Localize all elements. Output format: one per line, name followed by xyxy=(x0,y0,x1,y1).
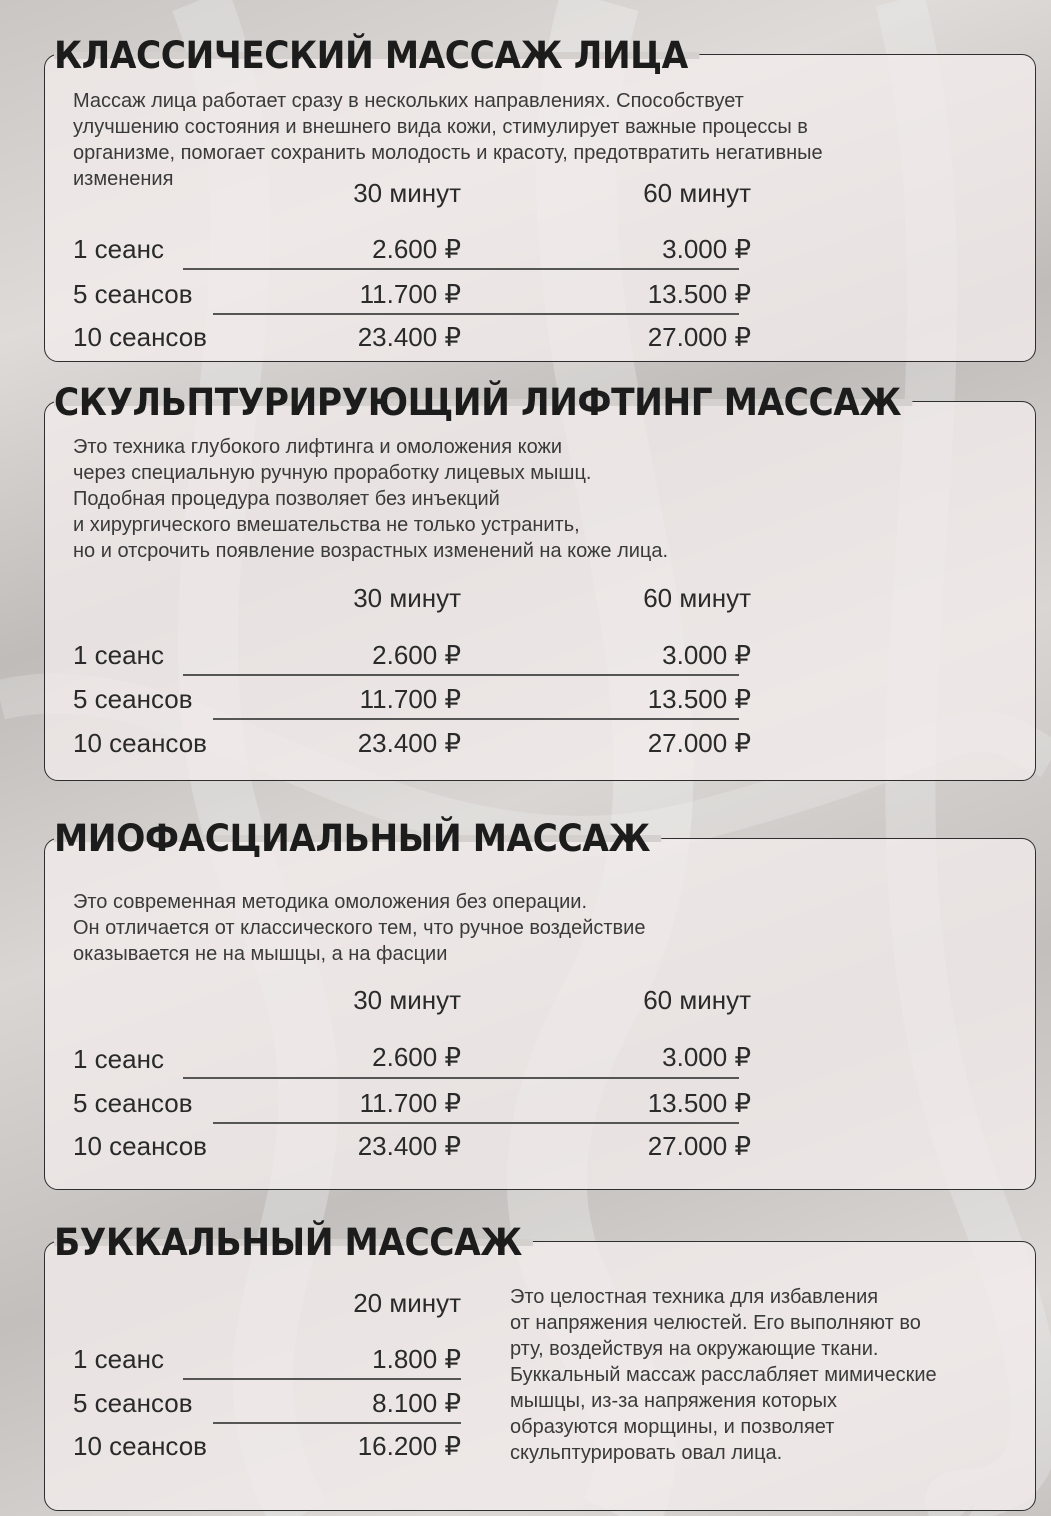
section-myofascial-row-divider xyxy=(183,1077,739,1079)
section-buccal-desc-line: Буккальный массаж расслабляет мимические xyxy=(510,1364,937,1386)
section-buccal-desc-line: мышцы, из-за напряжения которых xyxy=(510,1390,838,1412)
section-lifting-col-60: 60 минут xyxy=(643,583,751,613)
section-lifting-price: 3.000 ₽ xyxy=(662,640,751,670)
section-lifting-price: 27.000 ₽ xyxy=(647,728,751,758)
section-classic-desc-line: Массаж лица работает сразу в нескольких направлениях. Способствует xyxy=(73,90,744,112)
section-buccal-col-20: 20 минут xyxy=(353,1288,461,1318)
section-lifting-row-label: 10 сеансов xyxy=(73,728,207,758)
section-buccal-row-label: 10 сеансов xyxy=(73,1431,207,1461)
section-lifting-row-label: 5 сеансов xyxy=(73,684,193,714)
section-buccal-price: 8.100 ₽ xyxy=(372,1388,461,1418)
section-lifting-desc-line: и хирургического вмешательства не только устранить, xyxy=(73,514,580,536)
section-lifting-desc-line: но и отсрочить появление возрастных изменений на коже лица. xyxy=(73,540,669,562)
section-buccal-desc-line: от напряжения челюстей. Его выполняют во xyxy=(510,1312,921,1334)
section-classic-row-label: 1 сеанс xyxy=(73,234,164,264)
section-classic-col-30: 30 минут xyxy=(353,178,461,208)
section-classic-price: 2.600 ₽ xyxy=(372,234,461,264)
section-buccal-row-divider xyxy=(183,1378,461,1380)
section-lifting-col-30: 30 минут xyxy=(353,583,461,613)
section-buccal-desc-line: рту, воздействуя на окружающие ткани. xyxy=(510,1338,879,1360)
section-myofascial-col-30: 30 минут xyxy=(353,985,461,1015)
section-classic-row-label: 10 сеансов xyxy=(73,322,207,352)
section-myofascial-price: 3.000 ₽ xyxy=(662,1042,751,1072)
section-lifting-title: СКУЛЬПТУРИРУЮЩИЙ ЛИФТИНГ МАССАЖ xyxy=(54,384,912,421)
section-lifting-price: 2.600 ₽ xyxy=(372,640,461,670)
section-lifting-row-label: 1 сеанс xyxy=(73,640,164,670)
section-lifting-price: 13.500 ₽ xyxy=(647,684,751,714)
section-classic-desc-line: изменения xyxy=(73,168,174,190)
section-classic-price: 11.700 ₽ xyxy=(359,279,461,309)
section-buccal-row-label: 1 сеанс xyxy=(73,1344,164,1374)
section-buccal-desc-line: образуются морщины, и позволяет xyxy=(510,1416,835,1438)
section-classic-row-divider xyxy=(213,313,739,315)
section-myofascial-price: 2.600 ₽ xyxy=(372,1042,461,1072)
section-myofascial-desc-line: Он отличается от классического тем, что ручное воздействие xyxy=(73,917,646,939)
section-myofascial-row-label: 5 сеансов xyxy=(73,1088,193,1118)
section-myofascial-desc-line: оказывается не на мышцы, а на фасции xyxy=(73,943,448,965)
section-myofascial-desc-line: Это современная методика омоложения без операции. xyxy=(73,891,587,913)
section-myofascial-title: МИОФАСЦИАЛЬНЫЙ МАССАЖ xyxy=(54,820,661,857)
section-lifting-desc-line: через специальную ручную проработку лицевых мышц. xyxy=(73,462,592,484)
section-classic-price: 27.000 ₽ xyxy=(647,322,751,352)
section-myofascial-row-label: 1 сеанс xyxy=(73,1044,164,1074)
section-myofascial-price: 27.000 ₽ xyxy=(647,1131,751,1161)
section-lifting-price: 23.400 ₽ xyxy=(357,728,461,758)
section-buccal-row-divider xyxy=(213,1422,461,1424)
section-buccal-desc-line: Это целостная техника для избавления xyxy=(510,1286,879,1308)
section-classic-row-label: 5 сеансов xyxy=(73,279,193,309)
section-classic-col-60: 60 минут xyxy=(643,178,751,208)
section-myofascial-row-divider xyxy=(213,1122,739,1124)
section-buccal-row-label: 5 сеансов xyxy=(73,1388,193,1418)
section-classic-price: 3.000 ₽ xyxy=(662,234,751,264)
section-classic-price: 23.400 ₽ xyxy=(357,322,461,352)
section-myofascial-col-60: 60 минут xyxy=(643,985,751,1015)
section-classic-desc-line: улучшению состояния и внешнего вида кожи, стимулирует важные процессы в xyxy=(73,116,808,138)
section-classic-price: 13.500 ₽ xyxy=(647,279,751,309)
section-lifting-row-divider xyxy=(183,674,739,676)
section-classic-row-divider xyxy=(183,268,739,270)
section-myofascial-price: 13.500 ₽ xyxy=(647,1088,751,1118)
section-buccal-price: 1.800 ₽ xyxy=(372,1344,461,1374)
section-lifting-price: 11.700 ₽ xyxy=(359,684,461,714)
section-lifting-desc-line: Подобная процедура позволяет без инъекций xyxy=(73,488,500,510)
section-classic-desc-line: организме, помогает сохранить молодость и красоту, предотвратить негативные xyxy=(73,142,823,164)
section-lifting-desc-line: Это техника глубокого лифтинга и омоложения кожи xyxy=(73,436,563,458)
section-lifting-row-divider xyxy=(213,718,739,720)
section-myofascial-price: 11.700 ₽ xyxy=(359,1088,461,1118)
section-buccal-title: БУККАЛЬНЫЙ МАССАЖ xyxy=(54,1224,533,1261)
section-myofascial-price: 23.400 ₽ xyxy=(357,1131,461,1161)
section-buccal-desc-line: скульптурировать овал лица. xyxy=(510,1442,783,1464)
section-classic-title: КЛАССИЧЕСКИЙ МАССАЖ ЛИЦА xyxy=(54,37,699,74)
section-myofascial-row-label: 10 сеансов xyxy=(73,1131,207,1161)
section-buccal-price: 16.200 ₽ xyxy=(357,1431,461,1461)
